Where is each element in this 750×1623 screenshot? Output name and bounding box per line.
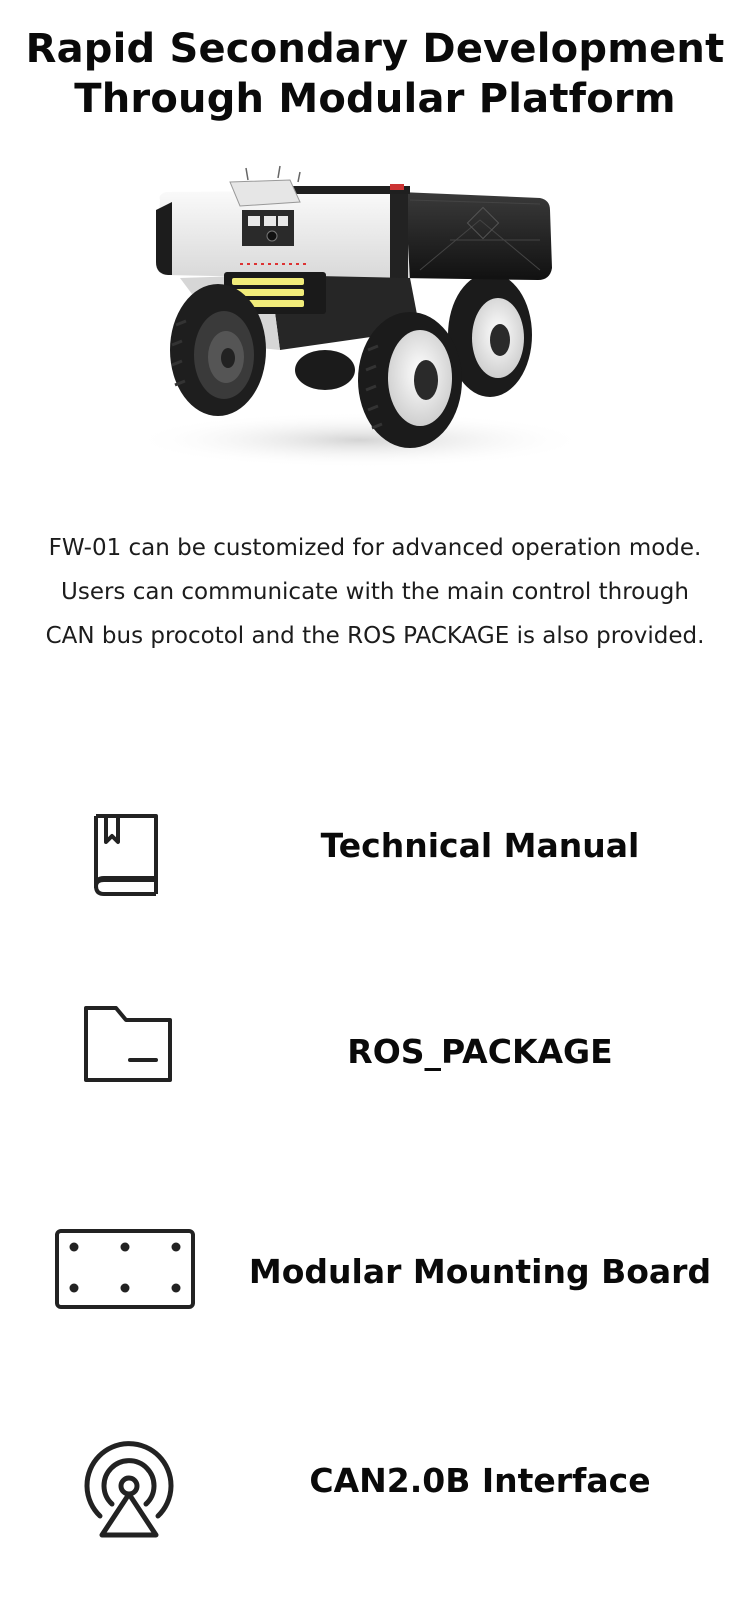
- folder-icon: [82, 1002, 176, 1086]
- page-title: [0, 24, 750, 124]
- page-title-line-2: Through Modular Platform: [74, 76, 676, 122]
- product-description: [0, 526, 750, 658]
- feature-label-modular-mounting-board: Modular Mounting Board: [248, 1252, 712, 1291]
- antenna-signal-icon: [80, 1438, 178, 1538]
- page-title-line-1: Rapid Secondary Development: [25, 26, 725, 72]
- description-line-1: FW-01 can be customized for advanced operation mode.: [48, 535, 702, 561]
- description-line-2: Users can communicate with the main control through: [61, 579, 689, 605]
- robot-product-image: [120, 150, 600, 480]
- feature-label-technical-manual: Technical Manual: [320, 826, 640, 865]
- book-icon: [88, 812, 164, 898]
- mounting-board-icon: [54, 1228, 196, 1310]
- feature-label-ros-package: ROS_PACKAGE: [347, 1032, 613, 1071]
- description-line-3: CAN bus procotol and the ROS PACKAGE is also provided.: [45, 623, 705, 649]
- feature-label-can-interface: CAN2.0B Interface: [309, 1461, 651, 1500]
